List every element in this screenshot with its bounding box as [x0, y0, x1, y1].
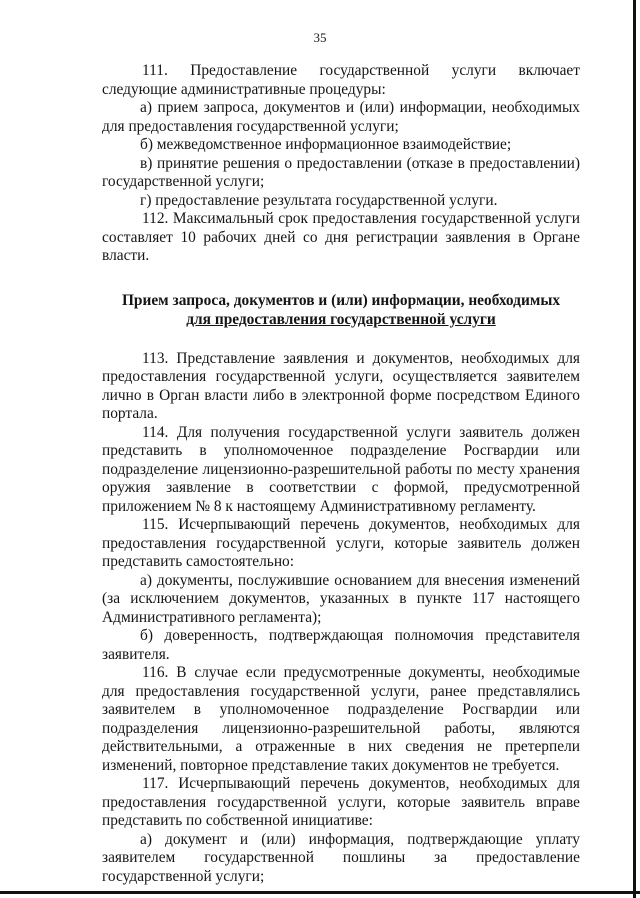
paragraph: 111. Предоставление государственной услуги включает следующие административные процедуры: — [102, 62, 580, 98]
paragraph: 113. Представление заявления и документов, необходимых для предоставления государственной услуги, осуществляется заявителем лично в Орган власти либо в электронной форме посредством Единого портала. — [102, 349, 580, 422]
paragraph: г) предоставление результата государственной услуги. — [140, 191, 498, 209]
paragraph: в) принятие решения о предоставлении (отказе в предоставлении) государственной услуги; — [102, 154, 580, 190]
section-procedures — [102, 62, 580, 266]
paragraph: 114. Для получения государственной услуги заявитель должен представить в уполномоченное подразделение Росгвардии или подразделение лицензионно-разрешительной работы по месту хранения оружия заявление в соответствии с формой, предусмотренной приложением № 8 к настоящему Административному регламенту. — [102, 423, 580, 515]
paragraph: б) межведомственное информационное взаимодействие; — [140, 136, 512, 153]
scan-edge-right — [633, 0, 636, 898]
paragraph: б) доверенность, подтверждающая полномочия представителя заявителя. — [102, 627, 580, 663]
paragraph: 116. В случае если предусмотренные документы, необходимые для предоставления государственной услуги, ранее представлялись заявителем в уполномоченное подразделение Росгвардии или подразделения лицензионно-разрешительной работы, являются действительными, а отраженные в них сведения не претерпели изменений, повторное представление таких документов не требуется. — [102, 664, 580, 774]
paragraph: а) документ и (или) информация, подтверждающие уплату заявителем государственной пошлины за предоставление государственной услуги; — [102, 830, 580, 885]
section-heading-line-2: для предоставления государственной услуги — [186, 310, 496, 328]
document-body — [102, 62, 580, 886]
paragraph: 112. Максимальный срок предоставления государственной услуги составляет 10 рабочих дней со дня регистрации заявления в Органе власти. — [102, 210, 580, 264]
paragraph: 117. Исчерпывающий перечень документов, необходимых для предоставления государственной услуги, которые заявитель вправе представить по собственной инициативе: — [102, 775, 580, 829]
section-documents — [102, 350, 580, 887]
section-heading-line-1: Прием запроса, документов и (или) информации, необходимых — [121, 291, 561, 309]
section-heading — [102, 291, 580, 329]
scan-edge-bottom — [0, 891, 640, 894]
paragraph: а) прием запроса, документов и (или) информации, необходимых для предоставления государственной услуги; — [102, 99, 580, 135]
paragraph: 115. Исчерпывающий перечень документов, необходимых для предоставления государственной услуги, которые заявитель должен представить самостоятельно: — [102, 516, 580, 570]
paragraph: а) документы, послужившие основанием для внесения изменений (за исключением документов, указанных в пункте 117 настоящего Административного регламента); — [102, 571, 580, 626]
page-number: 35 — [313, 30, 327, 45]
